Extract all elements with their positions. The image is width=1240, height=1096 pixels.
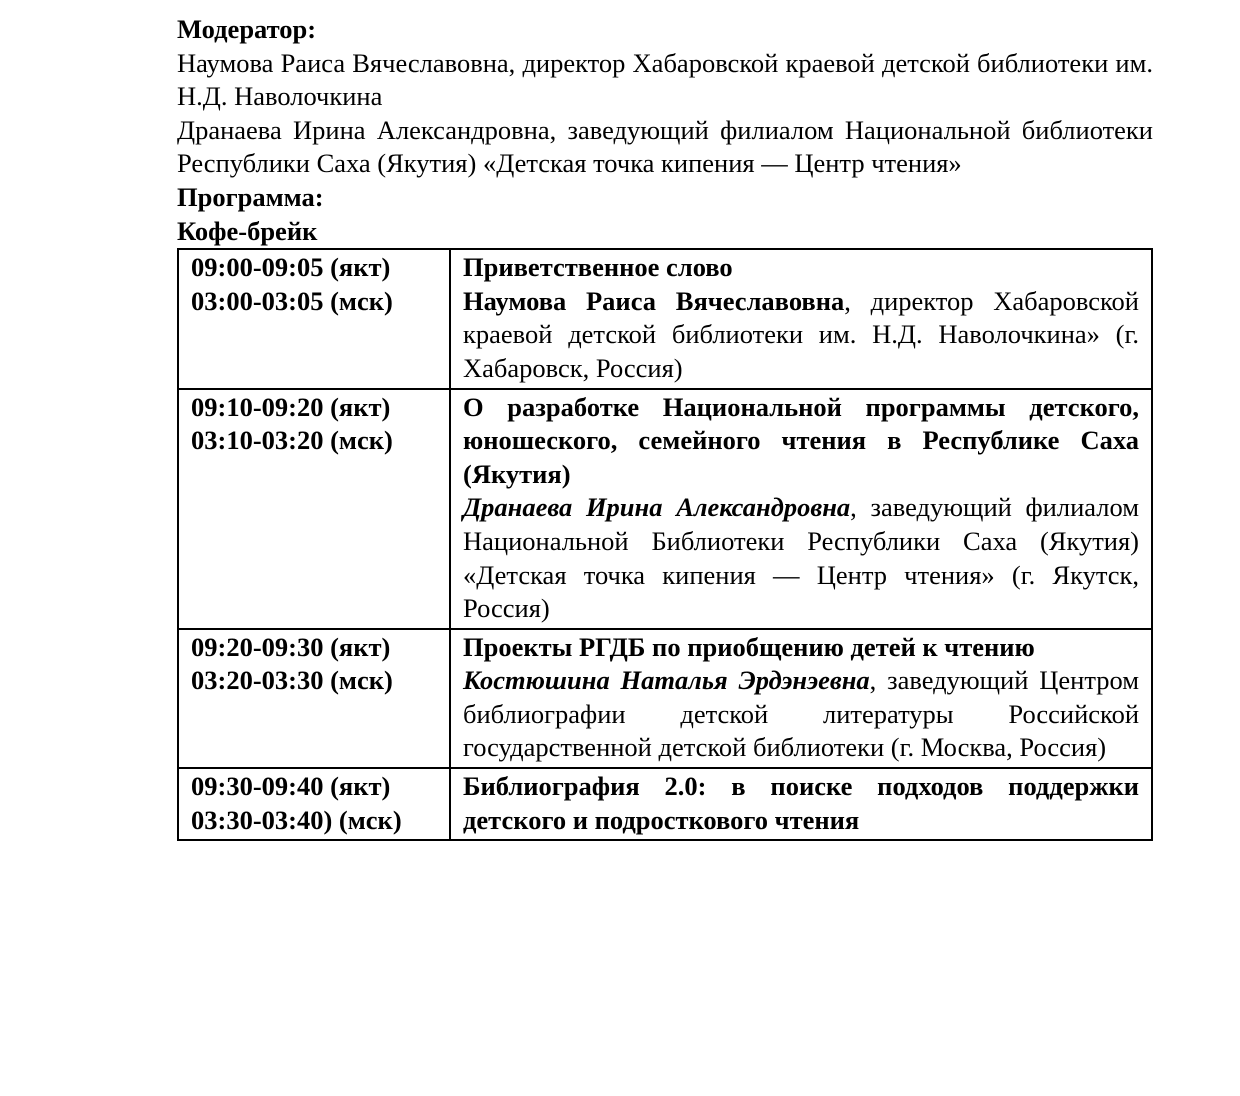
moderator-person-2: Дранаева Ирина Александровна, заведующий филиалом Национальной библиотеки Республики Саха (Якутия) «Детская точка кипения — Центр чтения» <box>177 114 1153 179</box>
time-cell <box>178 249 450 388</box>
time-msk: 03:20-03:30 (мск) <box>191 665 393 696</box>
time-cell <box>178 629 450 768</box>
description-cell <box>450 629 1152 768</box>
session-topic: О разработке Национальной программы детского, юношеского, семейного чтения в Республике Саха (Якутия) <box>463 391 1139 489</box>
speaker-details: , заведующий Центром библиографии детской литературы Российской государственной детской библиотеки (г. Москва, Россия) <box>463 665 1139 763</box>
time-ykt: 09:10-09:20 (якт) <box>191 391 391 422</box>
document-page <box>177 13 1153 841</box>
time-ykt: 09:00-09:05 (якт) <box>191 252 391 283</box>
session-topic: Библиография 2.0: в поиске подходов поддержки детского и подросткового чтения <box>463 771 1139 835</box>
program-table <box>177 248 1153 841</box>
program-row-3 <box>178 629 1152 768</box>
time-msk: 03:30-03:40) (мск) <box>191 804 402 835</box>
program-row-1 <box>178 249 1152 388</box>
description-cell <box>450 768 1152 840</box>
speaker-name: Наумова Раиса Вячеславовна <box>463 285 845 316</box>
session-topic: Приветственное слово <box>463 252 733 283</box>
description-cell <box>450 389 1152 629</box>
speaker-details: , заведующий филиалом Национальной Библиотеки Республики Саха (Якутия) «Детская точка кипения — Центр чтения» (г. Якутск, Россия) <box>463 492 1140 624</box>
speaker-details: , директор Хабаровской краевой детской библиотеки им. Н.Д. Наволочкина» (г. Хабаровск, Россия) <box>463 285 1139 383</box>
program-row-4 <box>178 768 1152 840</box>
speaker-info <box>463 491 1139 625</box>
time-ykt: 09:30-09:40 (якт) <box>191 771 391 802</box>
time-msk: 03:10-03:20 (мск) <box>191 425 393 456</box>
description-cell <box>450 249 1152 388</box>
speaker-info <box>463 664 1139 765</box>
time-msk: 03:00-03:05 (мск) <box>191 285 393 316</box>
session-topic: Проекты РГДБ по приобщению детей к чтению <box>463 631 1035 662</box>
coffee-break-label: Кофе-брейк <box>177 215 318 246</box>
moderator-heading: Модератор: <box>177 14 317 44</box>
time-cell <box>178 768 450 840</box>
program-heading: Программа: <box>177 181 324 212</box>
program-row-2 <box>178 389 1152 629</box>
speaker-name: Костюшина Наталья Эрдэнэевна <box>463 665 870 696</box>
speaker-name: Дранаева Ирина Александровна <box>463 492 851 523</box>
moderator-person-1: Наумова Раиса Вячеславовна, директор Хабаровской краевой детской библиотеки им. Н.Д. Наволочкина <box>177 47 1153 112</box>
time-ykt: 09:20-09:30 (якт) <box>191 631 391 662</box>
speaker-info <box>463 285 1139 386</box>
time-cell <box>178 389 450 629</box>
